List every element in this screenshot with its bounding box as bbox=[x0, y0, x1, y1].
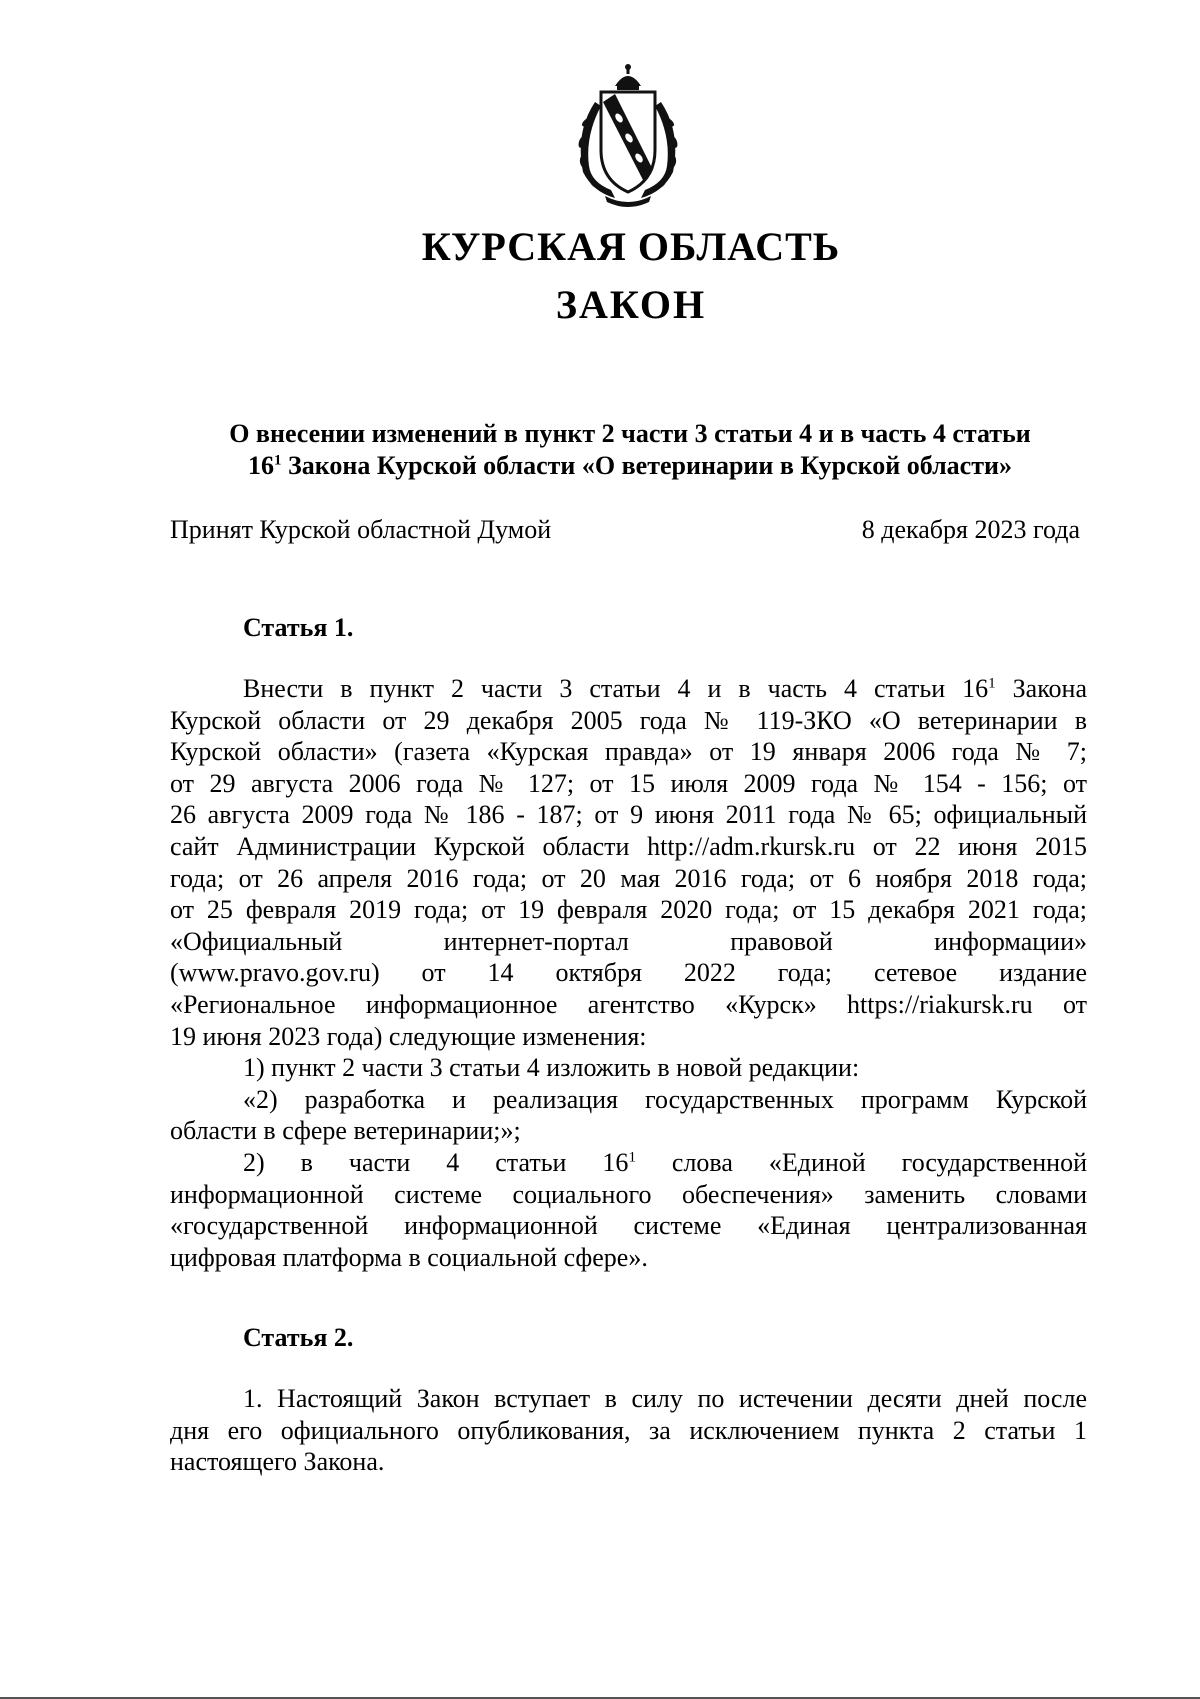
title-article-superscript: 1 bbox=[274, 452, 282, 469]
law-title bbox=[170, 418, 1090, 482]
adopted-by: Принят Курской областной Думой bbox=[170, 515, 552, 544]
article-2-body bbox=[170, 1383, 1087, 1478]
article-1-item-1-quote: области в сфере ветеринарии;»; bbox=[170, 1116, 521, 1146]
article-1-item-1-quote: «2) разработка и реализация государственных программ Курской bbox=[243, 1084, 1087, 1114]
article-1-item-2: «государственной информационной системе «Единая централизованная bbox=[170, 1211, 1087, 1241]
region-heading: КУРСКАЯ ОБЛАСТЬ bbox=[421, 224, 841, 269]
article-2-line: дня его официального опубликования, за исключением пункта 2 статьи 1 bbox=[170, 1415, 1087, 1445]
article-1-line: (www.pravo.gov.ru) от 14 октября 2022 года; сетевое издание bbox=[170, 958, 1087, 988]
doc-type-heading: ЗАКОН bbox=[555, 282, 707, 327]
article-1-line: «Региональное информационное агентство «Курск» https://riakursk.ru от bbox=[170, 989, 1087, 1019]
article-1-line: 26 августа 2009 года № 186 - 187; от 9 июня 2011 года № 65; официальный bbox=[170, 800, 1087, 830]
article-1-line: «Официальный интернет-портал правовой информации» bbox=[170, 926, 1087, 956]
title-article-number: 16 bbox=[248, 451, 275, 480]
superscript: 1 bbox=[628, 1149, 636, 1166]
article-1-item-2: цифровая платформа в социальной сфере». bbox=[170, 1242, 648, 1272]
article-1-body bbox=[170, 673, 1087, 1273]
article-1-line: сайт Администрации Курской области http://adm.rkursk.ru от 22 июня 2015 bbox=[170, 831, 1087, 861]
article-1-line: от 29 августа 2006 года № 127; от 15 июля 2009 года № 154 - 156; от bbox=[170, 768, 1087, 798]
text-run: Закона bbox=[995, 674, 1087, 703]
article-1-line: Курской области от 29 декабря 2005 года № 119-ЗКО «О ветеринарии в bbox=[170, 705, 1087, 735]
article-1-line: года; от 26 апреля 2016 года; от 20 мая 2016 года; от 6 ноября 2018 года; bbox=[170, 863, 1087, 893]
text-run: 2) в части 4 статьи 16 bbox=[243, 1147, 629, 1177]
text-run: слова «Единой государственной bbox=[635, 1147, 1087, 1177]
article-2-line: 1. Настоящий Закон вступает в силу по истечении десяти дней после bbox=[243, 1384, 1087, 1413]
kursk-coat-of-arms-icon bbox=[565, 62, 691, 208]
article-1-item-2: информационной системе социального обеспечения» заменить словами bbox=[170, 1179, 1087, 1209]
article-1-line bbox=[170, 673, 1087, 705]
title-law-name: Закона Курской области «О ветеринарии в Курской области» bbox=[281, 451, 1012, 480]
article-2-heading: Статья 2. bbox=[243, 1323, 354, 1352]
article-1-item-1: 1) пункт 2 части 3 статьи 4 изложить в новой редакции: bbox=[243, 1053, 860, 1083]
article-1-heading: Статья 1. bbox=[243, 613, 354, 642]
law-title-line-2 bbox=[170, 450, 1090, 482]
article-1-item-2 bbox=[170, 1147, 1087, 1179]
article-2-line: настоящего Закона. bbox=[170, 1447, 385, 1477]
law-title-line-1: О внесении изменений в пункт 2 части 3 статьи 4 и в часть 4 статьи bbox=[229, 419, 1031, 448]
text-run: Внести в пункт 2 части 3 статьи 4 и в часть 4 статьи 16 bbox=[243, 674, 989, 703]
adopted-date: 8 декабря 2023 года bbox=[861, 515, 1080, 544]
superscript: 1 bbox=[988, 675, 996, 692]
article-1-line: от 25 февраля 2019 года; от 19 февраля 2020 года; от 15 декабря 2021 года; bbox=[170, 895, 1087, 925]
article-1-line: 19 июня 2023 года) следующие изменения: bbox=[170, 1021, 647, 1051]
article-1-line: Курской области» (газета «Курская правда» от 19 января 2006 года № 7; bbox=[170, 737, 1087, 767]
